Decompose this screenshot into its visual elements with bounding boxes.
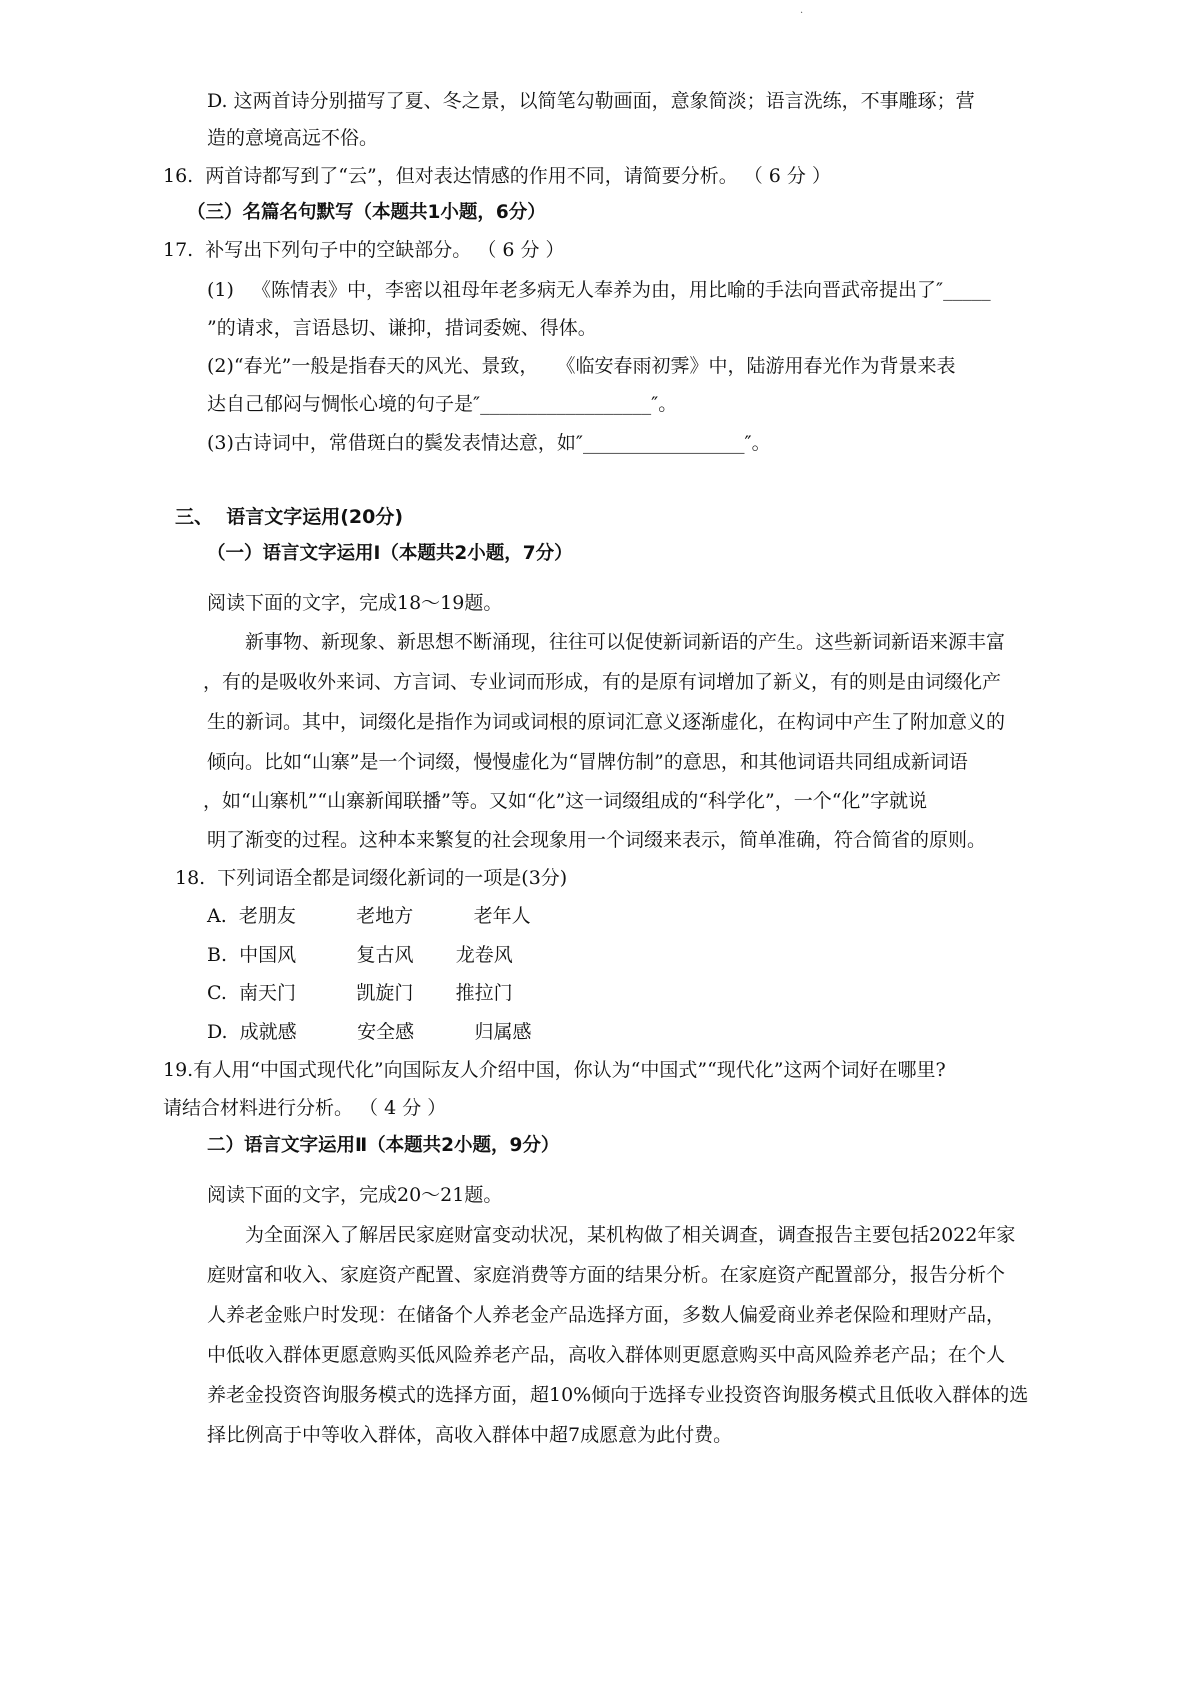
q17-item-2-line-2: 达自己郁闷与惆怅心境的句子是″__________________″。 <box>207 393 678 415</box>
passage-2-line-3: 人养老金账户时发现：在储备个人养老金产品选择方面，多数人偏爱商业养老保险和理财产品， <box>207 1304 1006 1326</box>
passage-1-line-1: 新事物、新现象、新思想不断涌现，往往可以促使新词新语的产生。这些新词新语来源丰富 <box>245 631 1006 653</box>
section-heading-yuyan-2: 二）语言文字运用Ⅱ（本题共2小题，9分） <box>207 1135 560 1156</box>
passage-1-line-3: 生的新词。其中，词缀化是指作为词或词根的原词汇意义逐渐虚化，在构词中产生了附加意义的 <box>207 711 1006 733</box>
q17-item-3: (3)古诗词中，常借斑白的鬓发表情达意，如″_________________″。 <box>207 432 771 454</box>
passage-1-line-6: 明了渐变的过程。这种本来繁复的社会现象用一个词缀来表示，简单准确，符合简省的原则。 <box>207 829 987 851</box>
question-16: 16. 两首诗都写到了“云”，但对表达情感的作用不同，请简要分析。 （ 6 分 ） <box>163 165 831 187</box>
question-18: 18. 下列词语全都是词缀化新词的一项是(3分) <box>175 867 568 889</box>
passage-1-line-5: ，如“山寨机”“山寨新闻联播”等。又如“化”这一词缀组成的“科学化”，一个“化”字就说 <box>203 790 928 812</box>
reading-instruction-18-19: 阅读下面的文字，完成18～19题。 <box>207 592 503 614</box>
passage-2-line-1: 为全面深入了解居民家庭财富变动状况，某机构做了相关调查，调查报告主要包括2022年家 <box>245 1224 1016 1246</box>
q17-item-2-line-1: (2)“春光”一般是指春天的风光、景致， 《临安春雨初霁》中，陆游用春光作为背景来表 <box>207 355 956 377</box>
question-19-line-2: 请结合材料进行分析。 （ 4 分 ） <box>163 1097 447 1119</box>
section-heading-yuyan-1: （一）语言文字运用Ⅰ（本题共2小题，7分） <box>207 543 573 564</box>
question-19-line-1: 19.有人用“中国式现代化”向国际友人介绍中国，你认为“中国式”“现代化”这两个词好在哪里? <box>163 1059 946 1081</box>
page-mark: · <box>800 8 804 19</box>
q18-option-a: A. 老朋友 老地方 老年人 <box>207 905 531 927</box>
q18-option-c: C. 南天门 凯旋门 推拉门 <box>207 982 513 1004</box>
q18-option-b: B. 中国风 复古风 龙卷风 <box>207 944 513 966</box>
q18-option-d: D. 成就感 安全感 归属感 <box>207 1021 532 1043</box>
q17-item-1-line-2: ”的请求，言语恳切、谦抑，措词委婉、得体。 <box>207 317 597 339</box>
passage-2-line-6: 择比例高于中等收入群体，高收入群体中超7成愿意为此付费。 <box>207 1424 733 1446</box>
passage-1-line-4: 倾向。比如“山寨”是一个词缀，慢慢虚化为“冒牌仿制”的意思，和其他词语共同组成新词语 <box>207 751 968 773</box>
part-three-heading: 三、 语言文字运用(20分) <box>175 506 404 528</box>
q17-item-1-line-1: (1) 《陈情表》中，李密以祖母年老多病无人奉养为由，用比喻的手法向晋武帝提出了″_____ <box>207 279 991 301</box>
reading-instruction-20-21: 阅读下面的文字，完成20～21题。 <box>207 1184 503 1206</box>
option-d-line-2: 造的意境高远不俗。 <box>207 127 379 149</box>
passage-2-line-5: 养老金投资咨询服务模式的选择方面，超10%倾向于选择专业投资咨询服务模式且低收入群体的选 <box>207 1384 1029 1406</box>
passage-2-line-2: 庭财富和收入、家庭资产配置、家庭消费等方面的结果分析。在家庭资产配置部分，报告分析个 <box>207 1264 1006 1286</box>
passage-2-line-4: 中低收入群体更愿意购买低风险养老产品，高收入群体则更愿意购买中高风险养老产品；在个人 <box>207 1344 1006 1366</box>
option-d-line-1: D. 这两首诗分别描写了夏、冬之景，以简笔勾勒画面，意象简淡；语言洗练，不事雕琢；营 <box>207 90 975 112</box>
question-17: 17. 补写出下列句子中的空缺部分。 （ 6 分 ） <box>163 239 565 261</box>
section-heading-mingpian: （三）名篇名句默写（本题共1小题，6分） <box>187 202 546 223</box>
passage-1-line-2: ，有的是吸收外来词、方言词、专业词而形成，有的是原有词增加了新义，有的则是由词缀化产 <box>203 671 1002 693</box>
